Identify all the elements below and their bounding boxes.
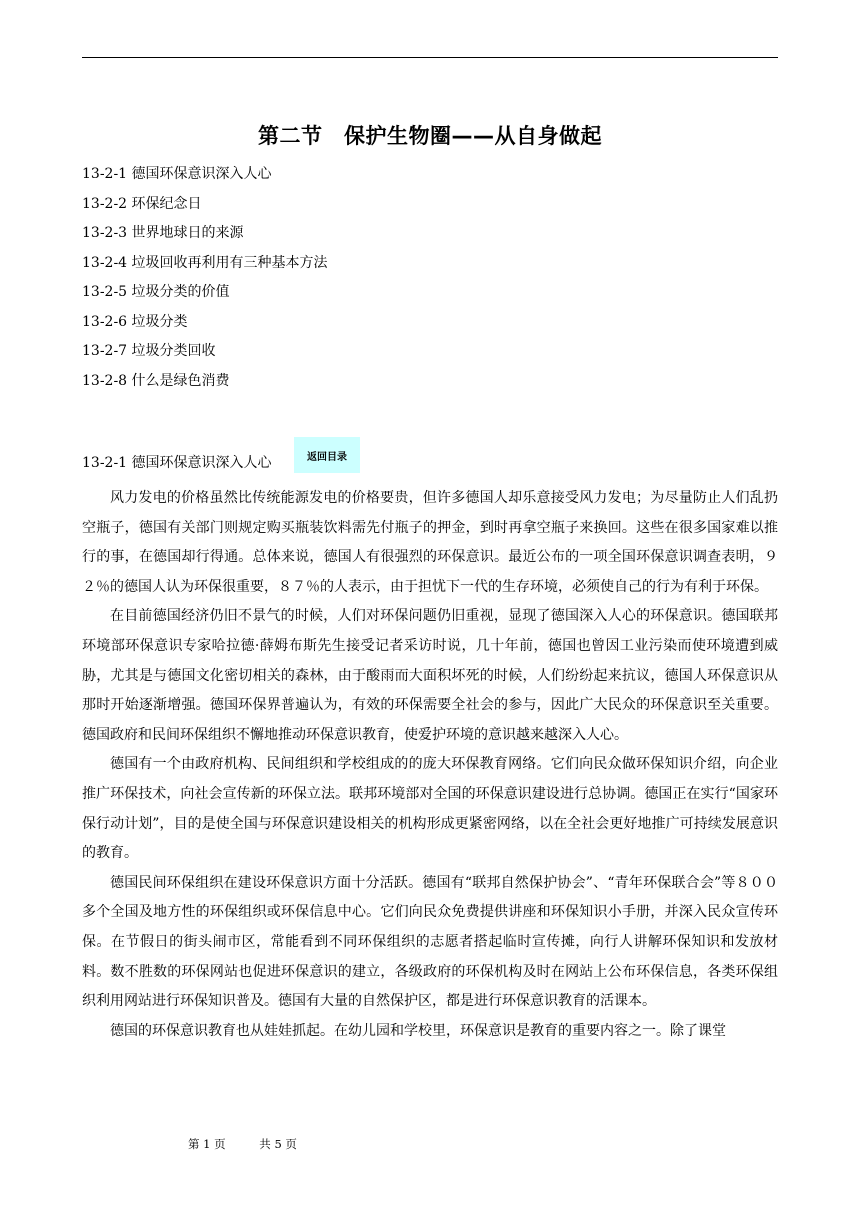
toc-link-13-2-1[interactable]: 13-2-1 德国环保意识深入人心	[82, 166, 272, 182]
toc-link-13-2-2[interactable]: 13-2-2 环保纪念日	[82, 195, 202, 212]
table-of-contents	[82, 160, 778, 396]
paragraph: 德国有一个由政府机构、民间组织和学校组成的的庞大环保教育网络。它们向民众做环保知识介绍，向企业推广环保技术，向社会宣传新的环保立法。联邦环境部对全国的环保意识建设进行总协调。德国正在实行“国家环保行动计划”，目的是使全国与环保意识建设相关的机构形成更紧密网络，以在全社会更好地推广可持续发展意识的教育。	[82, 756, 778, 862]
toc-link-13-2-8[interactable]: 13-2-8 什么是绿色消费	[82, 372, 230, 389]
toc-link-13-2-3[interactable]: 13-2-3 世界地球日的来源	[82, 225, 244, 241]
toc-link-13-2-5[interactable]: 13-2-5 垃圾分类的价值	[82, 284, 230, 300]
toc-item[interactable]	[82, 190, 778, 220]
toc-item[interactable]	[82, 278, 778, 308]
toc-link-13-2-4[interactable]: 13-2-4 垃圾回收再利用有三种基本方法	[82, 254, 328, 271]
page-title: 第二节 保护生物圈——从自身做起	[258, 124, 602, 148]
section-heading: 13-2-1 德国环保意识深入人心	[82, 455, 272, 471]
toc-item[interactable]	[82, 337, 778, 367]
toc-item[interactable]	[82, 219, 778, 249]
paragraph: 德国的环保意识教育也从娃娃抓起。在幼儿园和学校里，环保意识是教育的重要内容之一。除了课堂	[110, 1022, 726, 1039]
back-to-toc-button[interactable]: 返回目录	[294, 437, 360, 473]
paragraph: 风力发电的价格虽然比传统能源发电的价格要贵，但许多德国人却乐意接受风力发电；为尽量防止人们乱扔空瓶子，德国有关部门则规定购买瓶装饮料需先付瓶子的押金，到时再拿空瓶子来换回。这些在很多国家难以推行的事，在德国却行得通。总体来说，德国人有很强烈的环保意识。最近公布的一项全国环保意识调查表明，９２％的德国人认为环保很重要，８７％的人表示，由于担忧下一代的生存环境，必须使自己的行为有利于环保。	[82, 490, 778, 595]
page-footer	[188, 1136, 327, 1152]
toc-item[interactable]	[82, 249, 778, 279]
header-rule	[82, 57, 778, 58]
toc-link-13-2-7[interactable]: 13-2-7 垃圾分类回收	[82, 343, 216, 359]
paragraph: 德国民间环保组织在建设环保意识方面十分活跃。德国有“联邦自然保护协会”、“青年环保联合会”等８００多个全国及地方性的环保组织或环保信息中心。它们向民众免费提供讲座和环保知识小手册，并深入民众宣传环保。在节假日的街头闹市区，常能看到不同环保组织的志愿者搭起临时宣传摊，向行人讲解环保知识和发放材料。数不胜数的环保网站也促进环保意识的建立，各级政府的环保机构及时在网站上公布环保信息，各类环保组织利用网站进行环保知识普及。德国有大量的自然保护区，都是进行环保意识教育的活课本。	[82, 874, 778, 1010]
page-number: 第 1 页	[188, 1137, 226, 1151]
toc-item[interactable]	[82, 308, 778, 338]
toc-link-13-2-6[interactable]: 13-2-6 垃圾分类	[82, 313, 188, 330]
article-body	[82, 484, 778, 1124]
toc-item[interactable]	[82, 367, 778, 397]
paragraph: 在目前德国经济仍旧不景气的时候，人们对环保问题仍旧重视，显现了德国深入人心的环保意识。德国联邦环境部环保意识专家哈拉德·薛姆布斯先生接受记者采访时说，几十年前，德国也曾因工业污染而使环境遭到威胁，尤其是与德国文化密切相关的森林，由于酸雨而大面积坏死的时候，人们纷纷起来抗议，德国人环保意识从那时开始逐渐增强。德国环保界普遍认为，有效的环保需要全社会的参与，因此广大民众的环保意识至关重要。德国政府和民间环保组织不懈地推动环保意识教育，使爱护环境的意识越来越深入人心。	[82, 608, 778, 743]
toc-item[interactable]	[82, 160, 778, 190]
page-total: 共 5 页	[259, 1137, 297, 1151]
